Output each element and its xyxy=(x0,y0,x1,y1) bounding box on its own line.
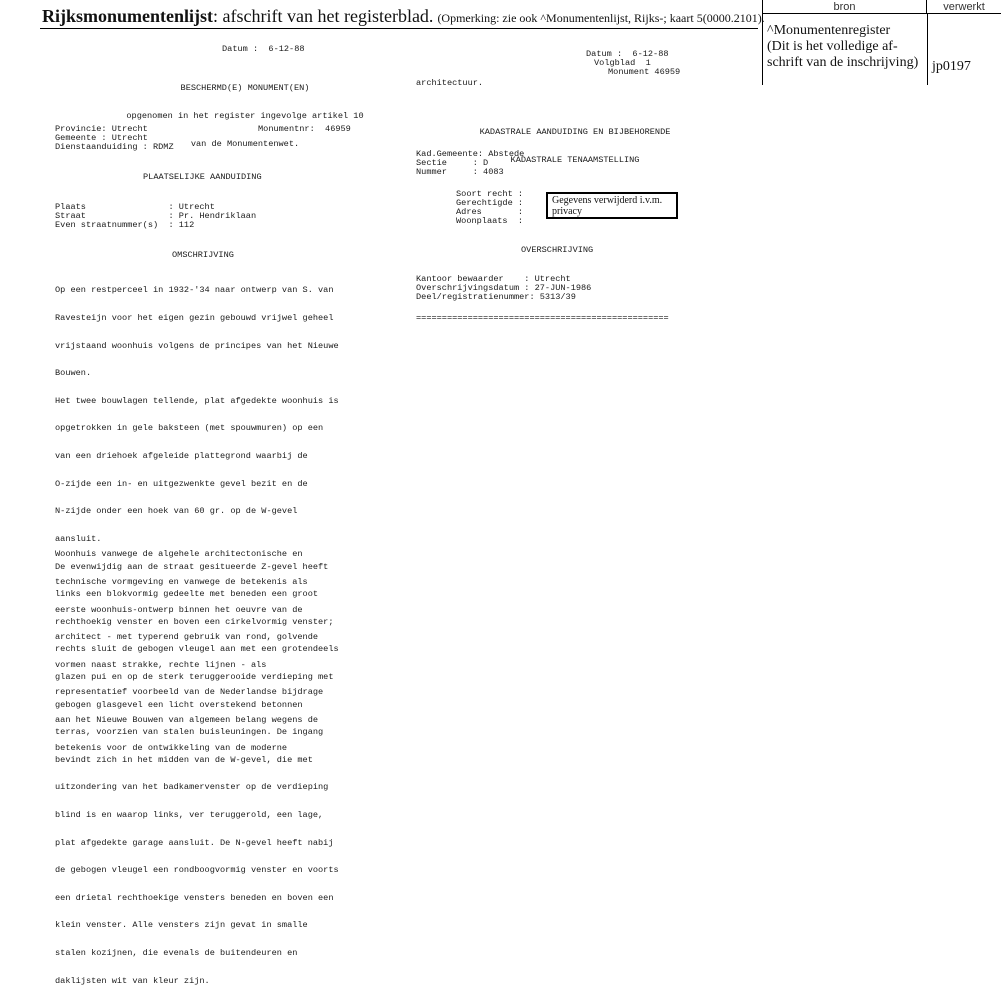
plaatselijke-heading: PLAATSELIJKE AANDUIDING xyxy=(143,172,262,182)
intro-line: opgenomen in het register ingevolge artikel 10 xyxy=(126,111,364,122)
plaats: Plaats : Utrecht xyxy=(55,202,215,212)
text-line: architect - met typerend gebruik van rond, golvende xyxy=(55,632,319,643)
side-table xyxy=(762,0,1000,85)
text-line: technische vormgeving en vanwege de betekenis als xyxy=(55,577,308,588)
text-line: klein venster. Alle vensters zijn gevat in smalle xyxy=(55,920,308,931)
text-line: aansluit. xyxy=(55,533,102,544)
kad-gemeente: Kad.Gemeente: Abstede xyxy=(416,149,525,159)
text-line: rechthoekig venster en boven een cirkelvormig venster; xyxy=(55,616,334,627)
bron-line: schrift van de inschrijving) xyxy=(767,55,919,70)
adres: Adres : xyxy=(456,207,524,217)
text-line: terras, voorzien van stalen buisleuningen. De ingang xyxy=(55,727,324,738)
soort-recht: Soort recht : xyxy=(456,189,524,199)
text-line: daklijsten wit van kleur zijn. xyxy=(55,975,210,986)
text-line: de gebogen vleugel een rondboogvormig venster en voorts xyxy=(55,865,339,876)
text-line: vormen naast strakke, rechte lijnen - als xyxy=(55,659,267,670)
right-datum: Datum : 6-12-88 xyxy=(586,49,669,59)
text-line: Woonhuis vanwege de algehele architectonische en xyxy=(55,549,303,560)
text-line: vrijstaand woonhuis volgens de principes van het Nieuwe xyxy=(55,340,339,351)
straat: Straat : Pr. Hendriklaan xyxy=(55,211,257,221)
text-line: plat afgedekte garage aansluit. De N-gevel heeft nabij xyxy=(55,837,334,848)
page-title xyxy=(42,6,765,27)
verwerkt-cell: jp0197 xyxy=(927,14,1001,85)
separator-line: ================================================= xyxy=(416,313,669,323)
text-line: stalen kozijnen, die evenals de buitendeuren en xyxy=(55,948,298,959)
text-line: O-zijde een in- en uitgezwenkte gevel bezit en de xyxy=(55,478,308,489)
bron-line: ^Monumentenregister xyxy=(767,23,891,38)
volgblad: Volgblad 1 xyxy=(594,58,651,68)
intro-line: van de Monumentenwet. xyxy=(190,138,300,149)
dienstaanduiding: Dienstaanduiding : RDMZ xyxy=(55,142,174,152)
monument-nr: Monument 46959 xyxy=(608,67,681,77)
text-line: aan het Nieuwe Bouwen van algemeen belang wegens de xyxy=(55,715,319,726)
overschrijving-heading: OVERSCHRIJVING xyxy=(521,245,594,255)
text-line: uitzondering van het badkamervenster op de verdieping xyxy=(55,782,329,793)
overschrijvingsdatum: Overschrijvingsdatum : 27-JUN-1986 xyxy=(416,283,592,293)
intro-line: BESCHERMD(E) MONUMENT(EN) xyxy=(180,83,310,94)
title-rest: : afschrift van het registerblad. xyxy=(213,6,434,26)
text-line: Bouwen. xyxy=(55,368,92,379)
text-line: van een driehoek afgeleide plattegrond waarbij de xyxy=(55,451,308,462)
text-line: betekenis voor de ontwikkeling van de moderne xyxy=(55,742,288,753)
heading-line: KADASTRALE AANDUIDING EN BIJBEHORENDE xyxy=(479,127,671,138)
deel-registratienummer: Deel/registratienummer: 5313/39 xyxy=(416,292,576,302)
bron-line: (Dit is het volledige af- xyxy=(767,39,898,54)
monumentnr: Monumentnr: 46959 xyxy=(258,124,351,134)
text-line: opgetrokken in gele baksteen (met spouwmuren) op een xyxy=(55,423,324,434)
text-line: Op een restperceel in 1932-'34 naar ontwerp van S. van xyxy=(55,285,334,296)
text-line: eerste woonhuis-ontwerp binnen het oeuvre van de xyxy=(55,604,303,615)
text-line: representatief voorbeeld van de Nederlandse bijdrage xyxy=(55,687,324,698)
straatnummer: Even straatnummer(s) : 112 xyxy=(55,220,195,230)
nummer: Nummer : 4083 xyxy=(416,167,504,177)
provincie: Provincie: Utrecht xyxy=(55,124,148,134)
column-header-verwerkt: verwerkt xyxy=(926,0,1001,14)
header-note: (Opmerking: zie ook ^Monumentenlijst, Rijks-; kaart 5(0000.2101). xyxy=(437,11,765,25)
left-datum: Datum : 6-12-88 xyxy=(222,44,305,54)
text-line: links een blokvormig gedeelte met beneden een groot xyxy=(55,589,319,600)
architectuur: architectuur. xyxy=(416,78,484,88)
text-line: een drietal rechthoekige vensters beneden en boven een xyxy=(55,892,334,903)
woonplaats: Woonplaats : xyxy=(456,216,524,226)
privacy-redaction-box: Gegevens verwijderd i.v.m. privacy xyxy=(546,192,678,219)
text-line: N-zijde onder een hoek van 60 gr. op de W-gevel xyxy=(55,506,298,517)
omschrijving-heading: OMSCHRIJVING xyxy=(172,250,234,260)
kantoor-bewaarder: Kantoor bewaarder : Utrecht xyxy=(416,274,571,284)
text-line: glazen pui en op de sterk teruggerooide verdieping met xyxy=(55,671,334,682)
text-line: bevindt zich in het midden van de W-gevel, die met xyxy=(55,754,313,765)
bron-cell xyxy=(767,23,925,71)
text-line: Het twee bouwlagen tellende, plat afgedekte woonhuis is xyxy=(55,395,339,406)
heading-line: KADASTRALE TENAAMSTELLING xyxy=(510,155,640,166)
title-bold: Rijksmonumentenlijst xyxy=(42,6,214,26)
gerechtigde: Gerechtigde : xyxy=(456,198,524,208)
text-line: De evenwijdig aan de straat gesitueerde Z-gevel heeft xyxy=(55,561,329,572)
header-divider xyxy=(40,28,758,29)
text-line: blind is en waarop links, ver teruggerold, een lage, xyxy=(55,809,324,820)
column-header-bron: bron xyxy=(763,0,926,14)
waardering-text xyxy=(55,532,323,762)
text-line: gebogen glasgevel een licht overstekend betonnen xyxy=(55,699,303,710)
gemeente: Gemeente : Utrecht xyxy=(55,133,148,143)
text-line: Ravesteijn voor het eigen gezin gebouwd vrijwel geheel xyxy=(55,313,334,324)
sectie: Sectie : D xyxy=(416,158,489,168)
text-line: rechts sluit de gebogen vleugel aan met een grotendeels xyxy=(55,644,339,655)
